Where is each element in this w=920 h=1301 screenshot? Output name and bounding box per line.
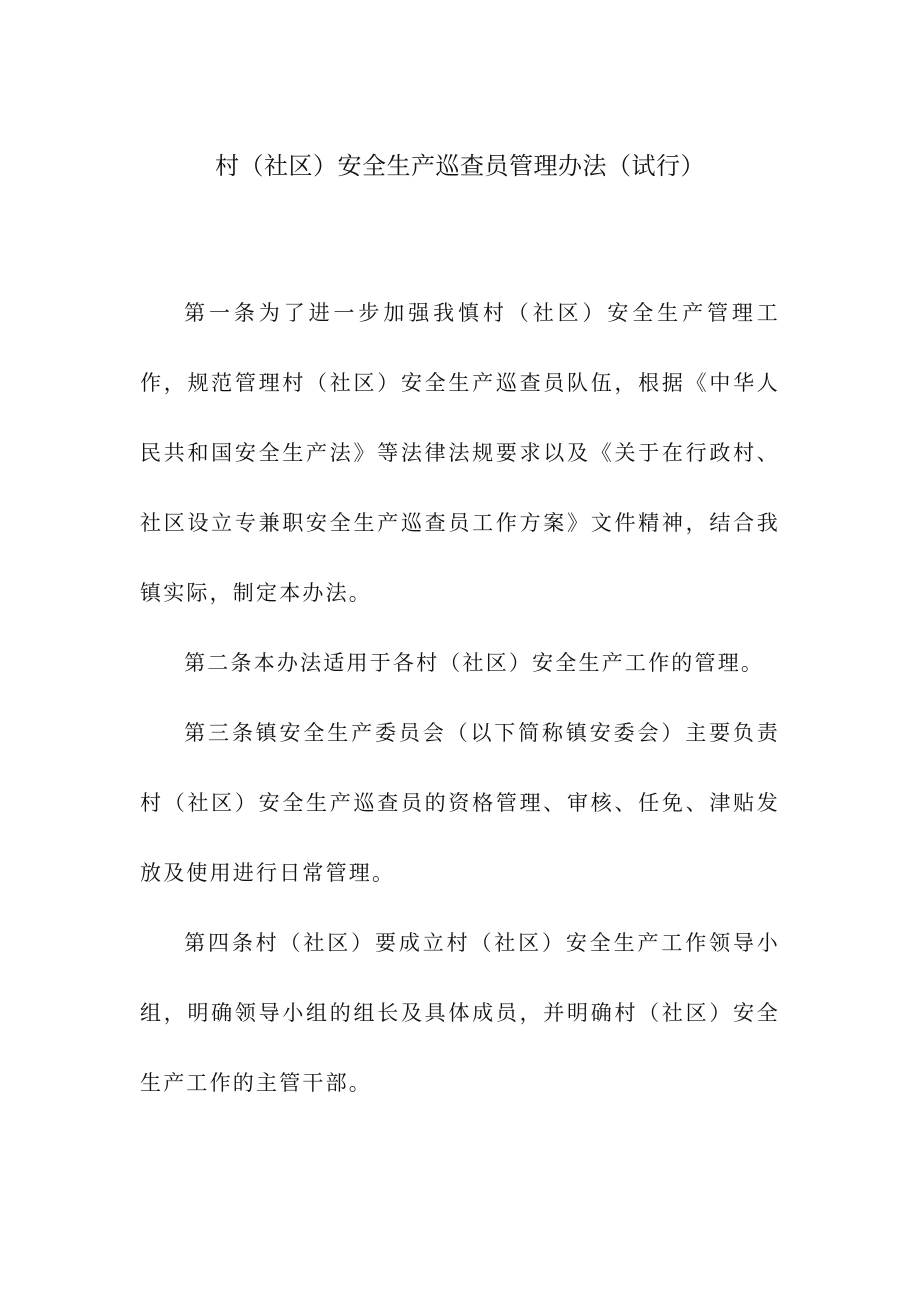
article-3-paragraph: 第三条镇安全生产委员会（以下简称镇安委会）主要负责村（社区）安全生产巡查员的资格管理、审核、任免、津贴发放及使用进行日常管理。 xyxy=(140,721,780,885)
document-title: 村（社区）安全生产巡查员管理办法（试行） xyxy=(215,152,705,180)
document-body xyxy=(140,278,780,1118)
article-2-paragraph: 第二条本办法适用于各村（社区）安全生产工作的管理。 xyxy=(184,651,765,675)
article-1-paragraph: 第一条为了进一步加强我慎村（社区）安全生产管理工作，规范管理村（社区）安全生产巡查员队伍，根据《中华人民共和国安全生产法》等法律法规要求以及《关于在行政村、社区设立专兼职安全生产巡查员工作方案》文件精神，结合我镇实际，制定本办法。 xyxy=(140,301,780,605)
article-4-paragraph: 第四条村（社区）要成立村（社区）安全生产工作领导小组，明确领导小组的组长及具体成员，并明确村（社区）安全生产工作的主管干部。 xyxy=(140,931,780,1095)
